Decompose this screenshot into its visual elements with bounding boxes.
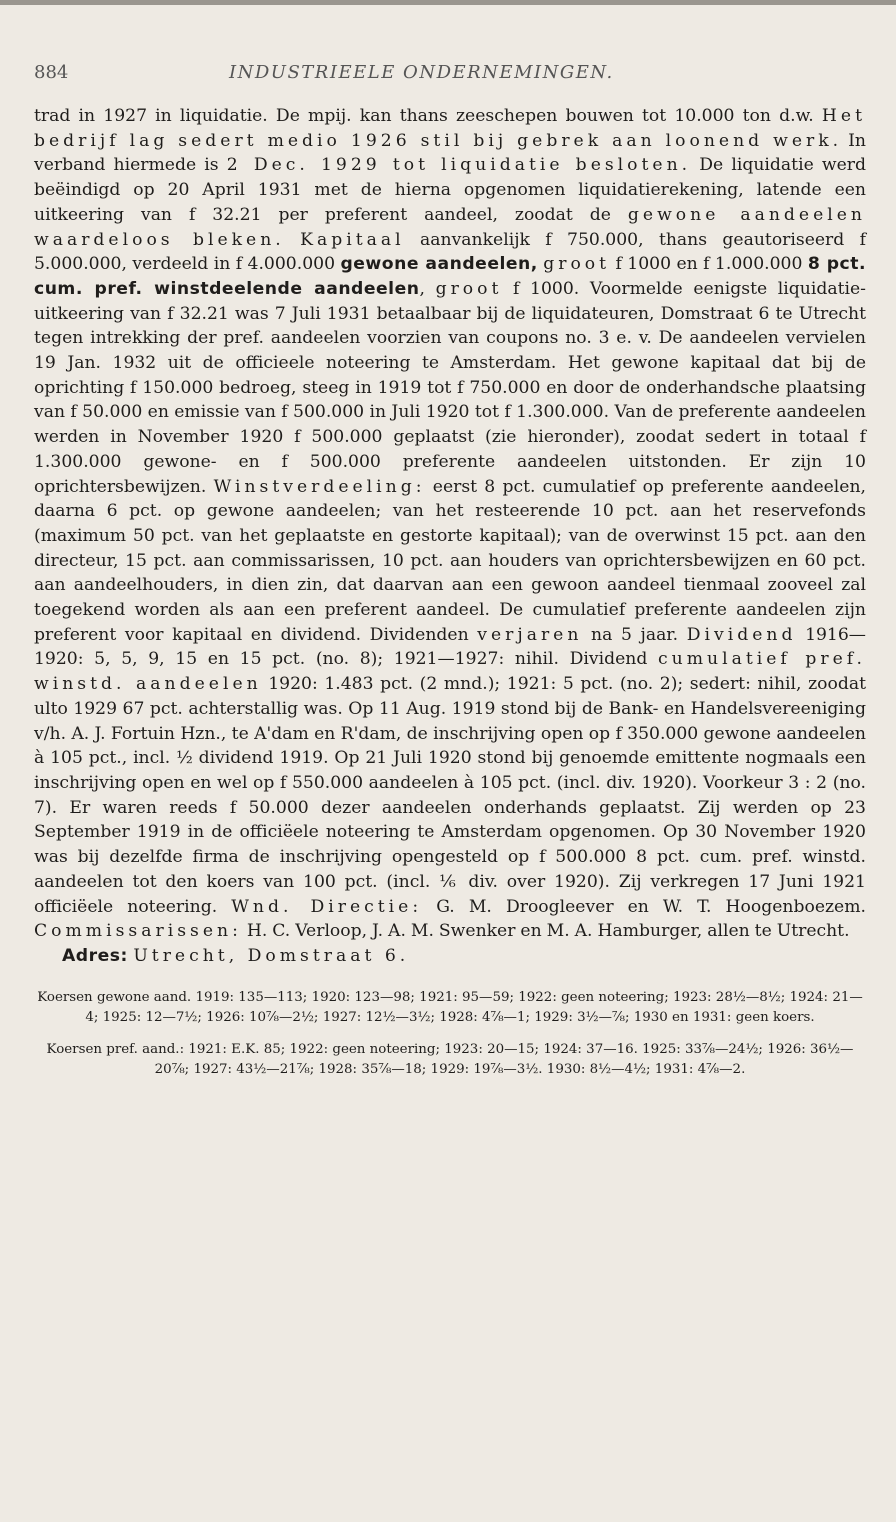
page-header xyxy=(34,56,866,86)
page-number: 884 xyxy=(34,62,69,83)
spaced-emphasis-text: groot xyxy=(435,278,503,299)
text-run: In verband hiermede is xyxy=(34,130,866,176)
text-run: De liquidatie werd beëindigd op 20 April 1931 met de hierna opgenomen liquidatierekening, latende een uitkeering van f 32.21 per preferent aandeel, zoodat de xyxy=(34,155,866,225)
spaced-emphasis-text: cumulatief pref. winstd. aandeelen xyxy=(34,649,866,695)
text-run: G. M. Droogleever en W. T. Hoogenboezem. xyxy=(422,896,866,917)
page-top-edge xyxy=(0,0,896,5)
spaced-emphasis-text: Kapitaal xyxy=(300,229,405,250)
text-run: aanvankelijk f 750.000, thans geautoriseerd f 5.000.000, verdeeld in f 4.000.000 xyxy=(34,229,866,275)
text-run xyxy=(285,230,300,250)
spaced-emphasis-text: Wnd. Directie: xyxy=(231,896,423,917)
spaced-emphasis-text: 2 Dec. 1929 tot liquidatie besloten. xyxy=(226,155,692,176)
spaced-emphasis-text: Commissarissen: xyxy=(34,921,242,942)
spaced-emphasis-text: Dividend xyxy=(686,624,797,645)
text-run: , xyxy=(419,278,436,299)
spaced-emphasis-text: verjaren xyxy=(477,624,583,645)
text-run: eerst 8 pct. cumulatief op preferente aandeelen, daarna 6 pct. op gewone aandeelen; van het resteerende 10 pct. aan het reservefonds (maximum 50 pct. van het geplaatste en gestorte kapitaal); van de overwinst 15 pct. aan den directeur, 15 pct. aan commissarissen, 10 pct. aan houders van oprichtersbewijzen en 60 pct. aan aandeelhouders, in dien zin, dat daarvan aan een gewoon aandeel tienmaal zooveel zal toegekend worden als aan een preferent aandeel. De cumulatief preferente aandeelen zijn preferent voor kapitaal en dividend. Dividenden xyxy=(34,476,866,645)
body-text xyxy=(34,104,866,944)
spaced-emphasis-text: gewone aandeelen waardeloos bleken. xyxy=(34,204,866,250)
running-title: INDUSTRIEELE ONDERNEMINGEN. xyxy=(229,62,614,83)
address-label: Adres: xyxy=(62,945,128,966)
spaced-emphasis-text: groot xyxy=(543,254,611,275)
bold-sans-text: gewone aandeelen, xyxy=(340,254,538,275)
text-run: H. C. Verloop, J. A. M. Swenker en M. A. Hamburger, allen te Utrecht. xyxy=(241,921,850,942)
text-run: f 1000. Voormelde eenigste liquidatie-uitkeering van f 32.21 was 7 Juli 1931 betaalbaar bij de liquidateuren, Domstraat 6 te Utrecht tegen intrekking der pref. aandeelen voorzien van coupons no. 3 e. v. De aandeelen vervielen 19 Jan. 1932 uit de officieele noteering te Amsterdam. Het gewone kapitaal dat bij de oprichting f 150.000 bedroeg, steeg in 1919 tot f 750.000 en door de onderhandsche plaatsing van f 50.000 en emissie van f 500.000 in Juli 1920 tot f 1.300.000. Van de preferente aandeelen werden in November 1920 f 500.000 geplaatst (zie hieronder), zoodat sedert in totaal f 1.300.000 gewone- en f 500.000 preferente aandeelen uitstonden. Er zijn 10 oprichtersbewijzen. xyxy=(34,278,866,497)
text-run: f 1000 en f 1.000.000 xyxy=(610,254,808,275)
bold-sans-text: 8 pct. cum. pref. winstdeelende aandeelen xyxy=(34,254,866,299)
price-history-common: Koersen gewone aand. 1919: 135—113; 1920: 123—98; 1921: 95—59; 1922: geen noteering; 1923: 28½—8½; 1924: 21—4; 1925: 12—7½; 1926: 10⅞—2½; 1927: 12½—3½; 1928: 4⅞—1; 1929: 3½—⅞; 1930 en 1931: geen koers. xyxy=(37,989,863,1025)
price-history xyxy=(34,988,866,1080)
spaced-emphasis-text: Het bedrijf lag sedert medio 1926 stil bij gebrek aan loonend werk. xyxy=(34,106,866,151)
spaced-emphasis-text: Winstverdeeling: xyxy=(213,476,426,497)
address-line xyxy=(34,946,866,966)
address-value: Utrecht, Domstraat 6. xyxy=(133,945,410,966)
text-run: 1916—1920: 5, 5, 9, 15 en 15 pct. (no. 8); 1921—1927: nihil. Dividend xyxy=(34,624,866,670)
text-run: trad in 1927 in liquidatie. De mpij. kan thans zeeschepen bouwen tot 10.000 ton d.w. xyxy=(34,106,822,126)
text-run: na 5 jaar. xyxy=(582,624,687,645)
body-paragraph xyxy=(34,104,866,944)
price-history-preferred: Koersen pref. aand.: 1921: E.K. 85; 1922: geen noteering; 1923: 20—15; 1924: 37—16. 1925: 33⅞—24½; 1926: 36½—20⅞; 1927: 43½—21⅞; 1928: 35⅞—18; 1929: 19⅞—3½. 1930: 8½—4½; 1931: 4⅞—2. xyxy=(46,1041,854,1077)
text-run: 1920: 1.483 pct. (2 mnd.); 1921: 5 pct. (no. 2); sedert: nihil, zoodat ulto 1929 67 pct. achterstallig was. Op 11 Aug. 1919 stond bij de Bank- en Handelsvereeniging v/h. A. J. Fortuin Hzn., te A'dam en R'dam, de inschrijving open op f 350.000 gewone aandeelen à 105 pct., incl. ½ dividend 1919. Op 21 Juli 1920 stond bij genoemde emittente nogmaals een inschrijving open en wel op f 550.000 aandeelen à 105 pct. (incl. div. 1920). Voorkeur 3 : 2 (no. 7). Er waren reeds f 50.000 dezer aandeelen onderhands geplaatst. Zij werden op 23 September 1919 in de officiëele noteering te Amsterdam opgenomen. Op 30 November 1920 was bij dezelfde firma de inschrijving opengesteld op f 500.000 8 pct. cum. pref. winstd. aandeelen tot den koers van 100 pct. (incl. ⅙ div. over 1920). Zij verkregen 17 Juni 1921 officiëele noteering. xyxy=(34,674,866,917)
